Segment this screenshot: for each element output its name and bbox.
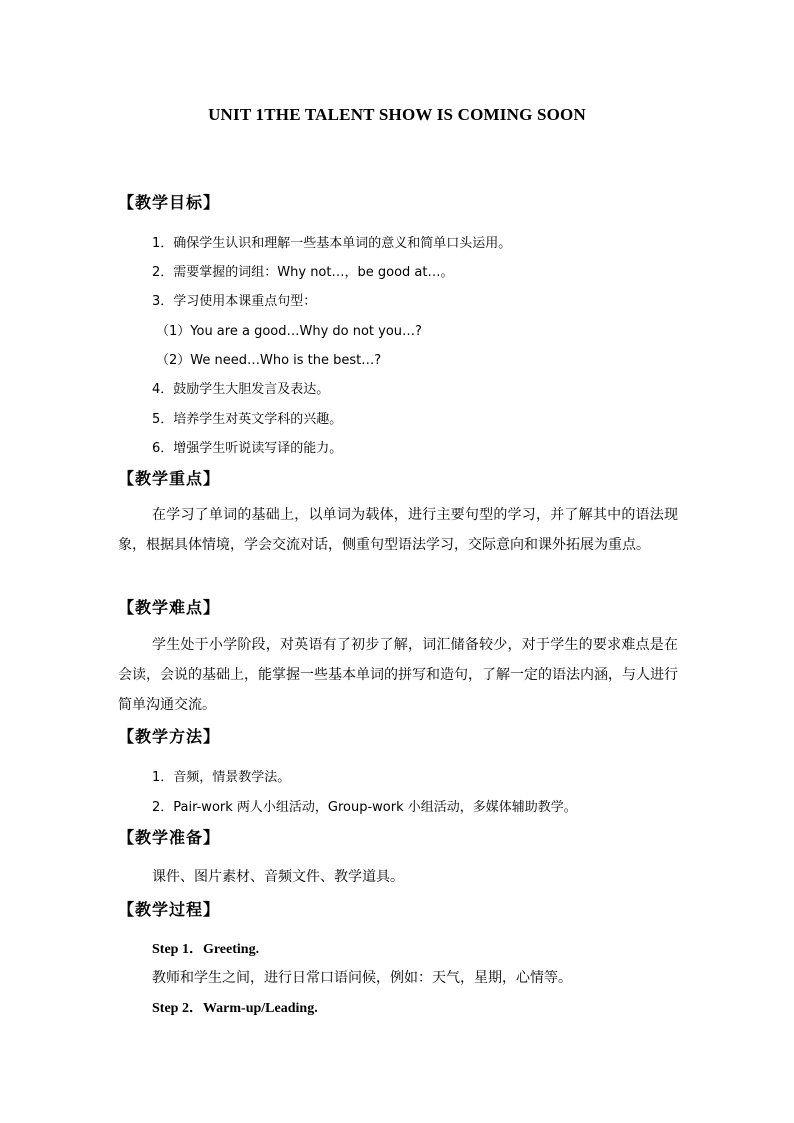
objective-item: 5．培养学生对英文学科的兴趣。 — [152, 412, 343, 427]
document-title: UNIT 1THE TALENT SHOW IS COMING SOON — [208, 105, 586, 124]
objective-item: 4．鼓励学生大胆发言及表达。 — [152, 382, 330, 397]
key-points-paragraph: 在学习了单词的基础上，以单词为载体，进行主要句型的学习，并了解其中的语法现象，根据具体情境，学会交流对话，侧重句型语法学习，交际意向和课外拓展为重点。 — [118, 507, 678, 553]
objective-item: 1．确保学生认识和理解一些基本单词的意义和简单口头运用。 — [152, 236, 512, 251]
step-2-title: Step 2．Warm-up/Leading. — [152, 1001, 318, 1016]
objective-subitem: （2）We need…Who is the best…? — [156, 353, 382, 368]
objective-item: 3．学习使用本课重点句型： — [152, 294, 317, 309]
methods-heading: 【教学方法】 — [118, 727, 221, 746]
difficulties-heading: 【教学难点】 — [118, 598, 221, 617]
step-1-title: Step 1．Greeting. — [152, 942, 260, 957]
method-item: 2．Pair-work 两人小组活动，Group-work 小组活动，多媒体辅助教学。 — [152, 800, 577, 815]
step-1-text: 教师和学生之间，进行日常口语问候，例如：天气，星期，心情等。 — [152, 970, 572, 986]
method-item: 1．音频，情景教学法。 — [152, 770, 291, 785]
objective-item: 2．需要掌握的词组：Why not…，be good at…。 — [152, 265, 454, 280]
preparation-text: 课件、图片素材、音频文件、教学道具。 — [152, 869, 404, 885]
key-points-heading: 【教学重点】 — [118, 469, 221, 488]
objective-subitem: （1）You are a good…Why do not you…? — [156, 324, 422, 339]
objectives-heading: 【教学目标】 — [118, 193, 221, 212]
objective-item: 6．增强学生听说读写译的能力。 — [152, 441, 343, 456]
preparation-heading: 【教学准备】 — [118, 828, 221, 847]
process-heading: 【教学过程】 — [118, 900, 221, 919]
difficulties-paragraph: 学生处于小学阶段，对英语有了初步了解，词汇储备较少，对于学生的要求难点是在会读，会说的基础上，能掌握一些基本单词的拼写和造句，了解一定的语法内涵，与人进行简单沟通交流。 — [118, 637, 678, 713]
